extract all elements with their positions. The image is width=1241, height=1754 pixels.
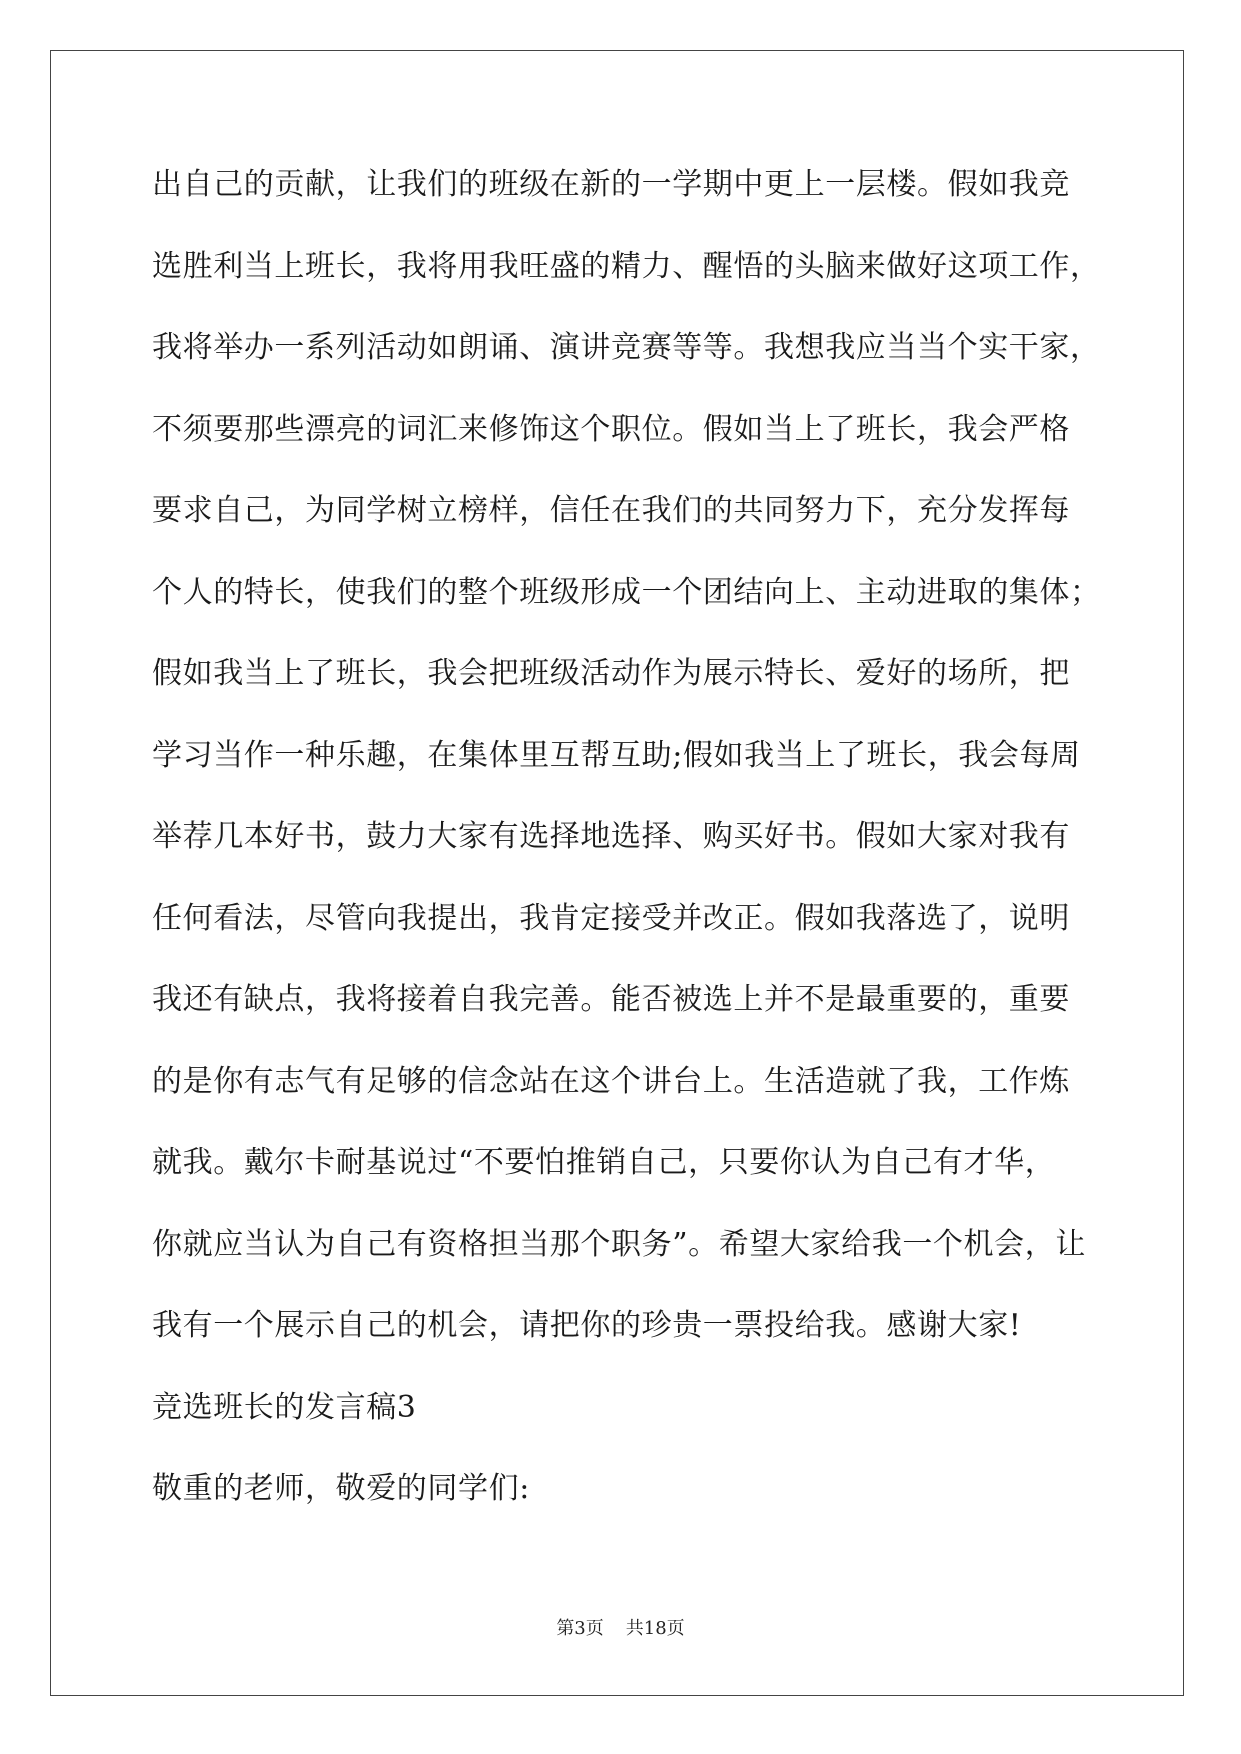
text-line: 个人的特长，使我们的整个班级形成一个团结向上、主动进取的集体； bbox=[152, 574, 1101, 610]
text-line: 举荐几本好书，鼓力大家有选择地选择、购买好书。假如大家对我有 bbox=[152, 819, 1070, 854]
text-line: 任何看法，尽管向我提出，我肯定接受并改正。假如我落选了，说明 bbox=[152, 900, 1070, 936]
text-line: 你就应当认为自己有资格担当那个职务”。希望大家给我一个机会，让 bbox=[152, 1226, 1086, 1262]
document-body bbox=[152, 160, 1112, 1546]
page-number: 第3页 bbox=[556, 1618, 604, 1639]
text-line: 我有一个展示自己的机会，请把你的珍贵一票投给我。感谢大家! bbox=[152, 1308, 1022, 1343]
section-heading: 竞选班长的发言稿3 bbox=[152, 1389, 417, 1425]
text-line: 出自己的贡献，让我们的班级在新的一学期中更上一层楼。假如我竞 bbox=[152, 167, 1070, 202]
text-line: 选胜利当上班长，我将用我旺盛的精力、醒悟的头脑来做好这项工作， bbox=[152, 248, 1101, 284]
text-line: 我还有缺点，我将接着自我完善。能否被选上并不是最重要的，重要 bbox=[152, 982, 1070, 1017]
text-line: 假如我当上了班长，我会把班级活动作为展示特长、爱好的场所，把 bbox=[152, 656, 1070, 691]
page-footer bbox=[0, 1616, 1241, 1642]
text-line: 就我。戴尔卡耐基说过“不要怕推销自己，只要你认为自己有才华， bbox=[152, 1145, 1056, 1180]
text-line: 学习当作一种乐趣，在集体里互帮互助;假如我当上了班长，我会每周 bbox=[152, 737, 1081, 773]
page-total: 共18页 bbox=[625, 1618, 685, 1639]
text-line: 不须要那些漂亮的词汇来修饰这个职位。假如当上了班长，我会严格 bbox=[152, 411, 1070, 447]
text-line: 的是你有志气有足够的信念站在这个讲台上。生活造就了我，工作炼 bbox=[152, 1063, 1070, 1099]
text-line: 我将举办一系列活动如朗诵、演讲竞赛等等。我想我应当当个实干家， bbox=[152, 330, 1101, 365]
text-line: 要求自己，为同学树立榜样，信任在我们的共同努力下，充分发挥每 bbox=[152, 493, 1070, 528]
salutation: 敬重的老师，敬爱的同学们: bbox=[152, 1471, 530, 1506]
